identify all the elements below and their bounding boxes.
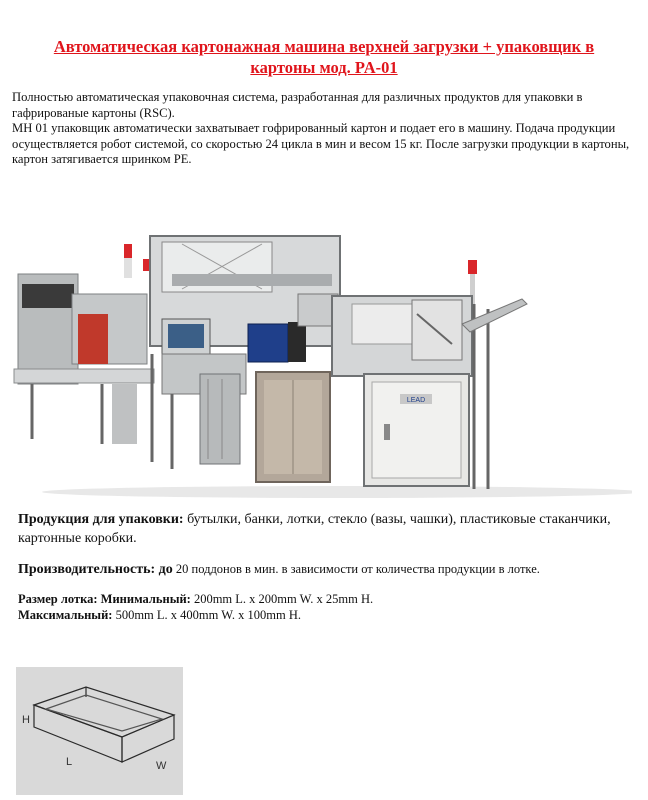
intro-text <box>12 90 632 168</box>
intro-paragraph-1: Полностью автоматическая упаковочная система, разработанная для различных продуктов для упаковки в гафрированые картоны (RSC). <box>12 90 583 120</box>
tray-size-spec <box>18 591 618 623</box>
height-label: H <box>22 714 30 726</box>
tray-size-label: Размер лотка: <box>18 592 98 606</box>
width-label: W <box>156 760 167 772</box>
tray-max-value: 500mm L. x 400mm W. x 100mm H. <box>112 608 301 622</box>
page-title: Автоматическая картонажная машина верхней загрузки + упаковщик в картоны мод. PA-01 <box>53 37 595 77</box>
tray-max-label: Максимальный: <box>18 608 113 622</box>
length-label: L <box>66 756 73 768</box>
tray-min-label: Минимальный: <box>97 592 191 606</box>
performance-spec <box>18 560 618 579</box>
machine-photo <box>12 204 632 498</box>
brand-label: LEAD <box>406 397 426 404</box>
tray-drawing <box>16 667 183 795</box>
performance-text: 20 поддонов в мин. в зависимости от количества продукции в лотке. <box>172 562 540 576</box>
performance-label: Производительность: <box>18 562 156 577</box>
products-spec <box>18 510 618 548</box>
products-label: Продукция для упаковки: <box>18 512 184 527</box>
products-text: бутылки, банки, лотки, стекло (вазы, чашки), пластиковые стаканчики, картонные коробки. <box>18 512 611 546</box>
performance-prefix: до <box>155 562 173 577</box>
tray-min-line <box>18 591 618 607</box>
tray-min-value: 200mm L. x 200mm W. x 25mm H. <box>190 592 374 606</box>
tray-max-line <box>18 607 618 623</box>
tray-diagram <box>16 667 183 795</box>
intro-paragraph-2: MH 01 упаковщик автоматически захватывает гофрированный картон и подает его в машину. Подача продукции осуществляется робот системой, со скоростью 24 цикла в мин и весом 15 кг. После загрузки продукции в картоны, картон затягивается шринком PE. <box>12 121 630 167</box>
